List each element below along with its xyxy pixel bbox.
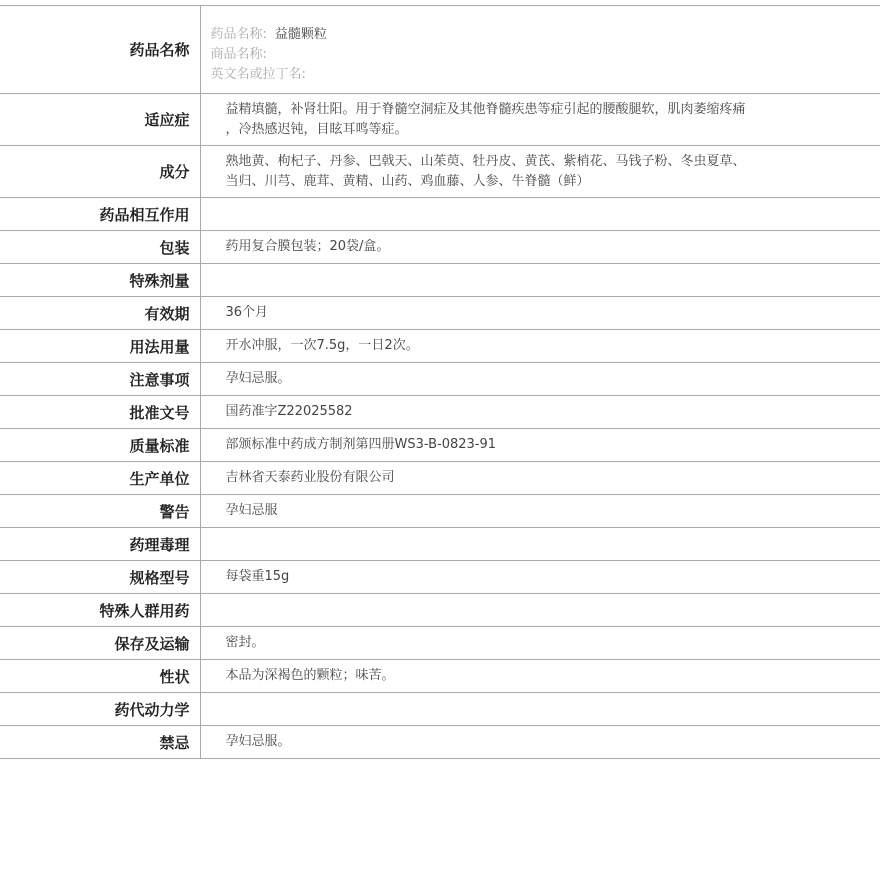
- value-line: 国药准字Z22025582: [225, 404, 353, 419]
- row-label: 适应症: [0, 94, 200, 146]
- row-label: 警告: [0, 495, 200, 528]
- row-ingredients: [0, 146, 880, 198]
- generic-name-value: 益髓颗粒: [274, 26, 327, 42]
- english-name-label: 英文名或拉丁名:: [210, 66, 306, 82]
- value-line: 益精填髓，补肾壮阳。用于脊髓空洞症及其他脊髓疾患等症引起的腰酸腿软，肌肉萎缩疼痛: [225, 101, 746, 117]
- row-special-population: [0, 594, 880, 627]
- row-warning: [0, 495, 880, 528]
- row-label: 有效期: [0, 297, 200, 330]
- row-label: 药代动力学: [0, 693, 200, 726]
- row-label: 特殊人群用药: [0, 594, 200, 627]
- row-pharmacokinetics: [0, 693, 880, 726]
- row-standard: [0, 429, 880, 462]
- row-value: [200, 231, 880, 264]
- row-storage: [0, 627, 880, 660]
- value-line: 本品为深褐色的颗粒；味苦。: [225, 668, 395, 683]
- row-label: 药品相互作用: [0, 198, 200, 231]
- value-line: 密封。: [225, 635, 265, 650]
- value-line: 孕妇忌服。: [225, 734, 291, 749]
- row-label: 禁忌: [0, 726, 200, 759]
- row-label: 药理毒理: [0, 528, 200, 561]
- row-value: [200, 363, 880, 396]
- row-indications: [0, 94, 880, 146]
- row-value: [200, 264, 880, 297]
- row-label: 批准文号: [0, 396, 200, 429]
- value-line: ，冷热感迟钝，目眩耳鸣等症。: [225, 121, 408, 137]
- row-label: 成分: [0, 146, 200, 198]
- value-line: 每袋重15g: [225, 569, 290, 584]
- row-value: [200, 198, 880, 231]
- row-value: [200, 462, 880, 495]
- row-special-dosage: [0, 264, 880, 297]
- english-name-line: [211, 65, 880, 85]
- row-value: [200, 726, 880, 759]
- row-usage: [0, 330, 880, 363]
- row-properties: [0, 660, 880, 693]
- trade-name-label: 商品名称:: [210, 46, 267, 62]
- row-shelf-life: [0, 297, 880, 330]
- row-value: [200, 495, 880, 528]
- row-value: [200, 594, 880, 627]
- drug-info-table: [0, 5, 880, 759]
- row-label: 性状: [0, 660, 200, 693]
- value-line: 药用复合膜包装；20袋/盒。: [225, 239, 390, 254]
- row-value: [200, 94, 880, 146]
- row-value: [200, 297, 880, 330]
- row-value: [200, 693, 880, 726]
- row-specification: [0, 561, 880, 594]
- row-value: [200, 627, 880, 660]
- row-label: 包装: [0, 231, 200, 264]
- row-value: [200, 660, 880, 693]
- row-label: 生产单位: [0, 462, 200, 495]
- row-packaging: [0, 231, 880, 264]
- row-label: 质量标准: [0, 429, 200, 462]
- row-label: 特殊剂量: [0, 264, 200, 297]
- generic-name-line: [211, 25, 880, 45]
- value-line: 孕妇忌服。: [225, 371, 291, 386]
- value-line: 孕妇忌服: [225, 503, 278, 518]
- value-line: 36个月: [225, 305, 269, 320]
- generic-name-label: 药品名称:: [210, 26, 267, 42]
- row-approval: [0, 396, 880, 429]
- row-manufacturer: [0, 462, 880, 495]
- trade-name-line: [211, 45, 880, 65]
- row-label: 药品名称: [0, 6, 200, 94]
- row-value: [200, 330, 880, 363]
- drug-name-cell: [200, 6, 880, 94]
- row-value: [200, 396, 880, 429]
- value-line: 当归、川芎、鹿茸、黄精、山药、鸡血藤、人参、牛脊髓（鲜）: [225, 173, 590, 189]
- row-label: 用法用量: [0, 330, 200, 363]
- value-line: 部颁标准中药成方制剂第四册WS3-B-0823-91: [225, 437, 497, 452]
- row-pharmacology: [0, 528, 880, 561]
- row-contraindications: [0, 726, 880, 759]
- row-interactions: [0, 198, 880, 231]
- row-precautions: [0, 363, 880, 396]
- row-drug-name: [0, 6, 880, 94]
- value-line: 熟地黄、枸杞子、丹参、巴戟天、山茱萸、牡丹皮、黄芪、紫梢花、马钱子粉、冬虫夏草、: [225, 153, 746, 169]
- value-line: 吉林省天泰药业股份有限公司: [225, 470, 395, 485]
- row-value: [200, 561, 880, 594]
- row-value: [200, 429, 880, 462]
- row-label: 保存及运输: [0, 627, 200, 660]
- row-label: 注意事项: [0, 363, 200, 396]
- row-value: [200, 528, 880, 561]
- row-label: 规格型号: [0, 561, 200, 594]
- value-line: 开水冲服，一次7.5g，一日2次。: [225, 338, 419, 353]
- row-value: [200, 146, 880, 198]
